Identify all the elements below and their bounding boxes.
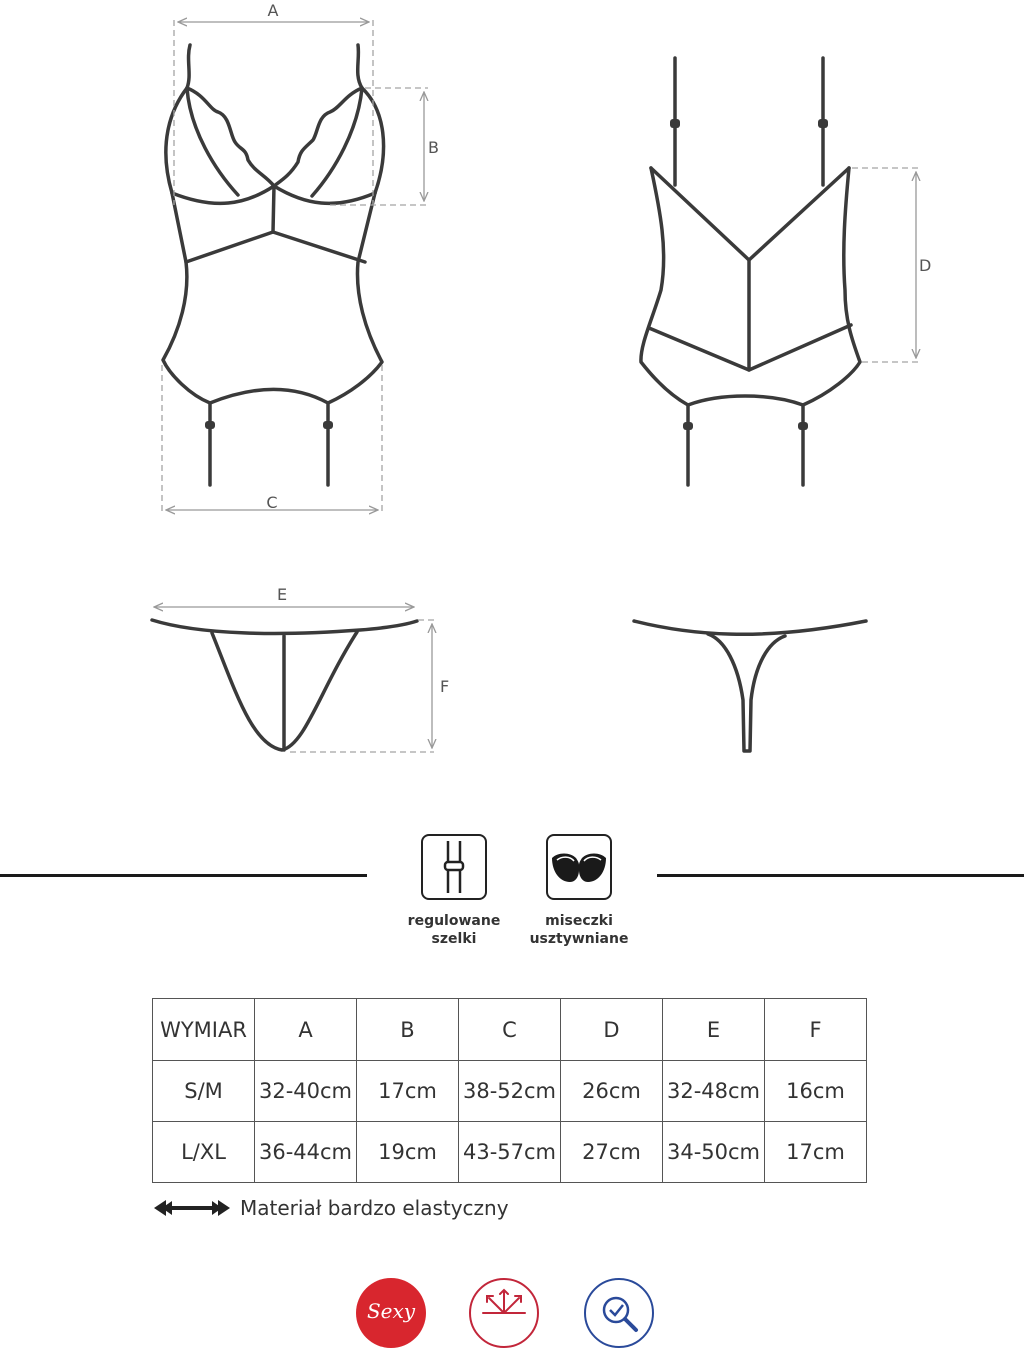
feature-padded-cups-line2: usztywniane: [529, 931, 629, 947]
sexy-badge-icon: [356, 1278, 426, 1348]
feature-adjustable-straps: [384, 834, 524, 948]
panty-front-outline: [152, 620, 417, 750]
dimension-f-label: F: [440, 677, 450, 696]
table-cell: 32-48cm: [663, 1061, 765, 1122]
dimension-a-label: A: [267, 1, 279, 20]
table-cell: 34-50cm: [663, 1122, 765, 1183]
front-body-outline: [163, 45, 384, 485]
table-cell: 26cm: [561, 1061, 663, 1122]
feature-adjustable-straps-line2: szelki: [431, 931, 477, 947]
dimension-e-label: E: [276, 585, 288, 604]
table-row: [153, 1122, 867, 1183]
dimension-b-label: B: [428, 138, 439, 157]
size-table: [152, 998, 867, 1183]
panty-back-outline: [634, 621, 866, 751]
adjustable-strap-icon: [421, 834, 487, 900]
table-cell: 19cm: [357, 1122, 459, 1183]
flower-badge-icon: [469, 1278, 539, 1348]
feature-padded-cups: [509, 834, 649, 948]
table-cell: L/XL: [153, 1122, 255, 1183]
table-cell: 27cm: [561, 1122, 663, 1183]
table-cell: 38-52cm: [459, 1061, 561, 1122]
header-cell: F: [765, 999, 867, 1061]
table-cell: 17cm: [357, 1061, 459, 1122]
table-cell: 16cm: [765, 1061, 867, 1122]
table-cell: S/M: [153, 1061, 255, 1122]
divider-right: [657, 874, 1024, 877]
elastic-material-text: Materiał bardzo elastyczny: [240, 1196, 509, 1220]
size-table-header: [153, 999, 867, 1061]
back-dimension-lines: [852, 168, 920, 362]
dimension-c-label: C: [266, 493, 278, 512]
dimension-d-label: D: [919, 256, 932, 275]
front-garter-clips: [205, 421, 333, 429]
header-cell: B: [357, 999, 459, 1061]
stretch-arrows-icon: [152, 1198, 232, 1218]
table-row: [153, 1061, 867, 1122]
table-cell: 43-57cm: [459, 1122, 561, 1183]
front-dimension-lines: [162, 20, 428, 512]
table-cell: 17cm: [765, 1122, 867, 1183]
table-cell: 36-44cm: [255, 1122, 357, 1183]
header-cell: C: [459, 999, 561, 1061]
padded-cups-icon: [546, 834, 612, 900]
feature-padded-cups-line1: miseczki: [545, 913, 613, 929]
table-cell: 32-40cm: [255, 1061, 357, 1122]
divider-left: [0, 874, 367, 877]
feature-adjustable-straps-line1: regulowane: [407, 913, 501, 929]
magnifier-check-badge-icon: [584, 1278, 654, 1348]
elastic-material-note: [152, 1196, 509, 1220]
panty-dimension-lines: [290, 620, 434, 752]
header-cell: WYMIAR: [153, 999, 255, 1061]
sexy-badge-text: Sexy: [366, 1299, 416, 1323]
header-cell: D: [561, 999, 663, 1061]
header-cell: E: [663, 999, 765, 1061]
header-cell: A: [255, 999, 357, 1061]
